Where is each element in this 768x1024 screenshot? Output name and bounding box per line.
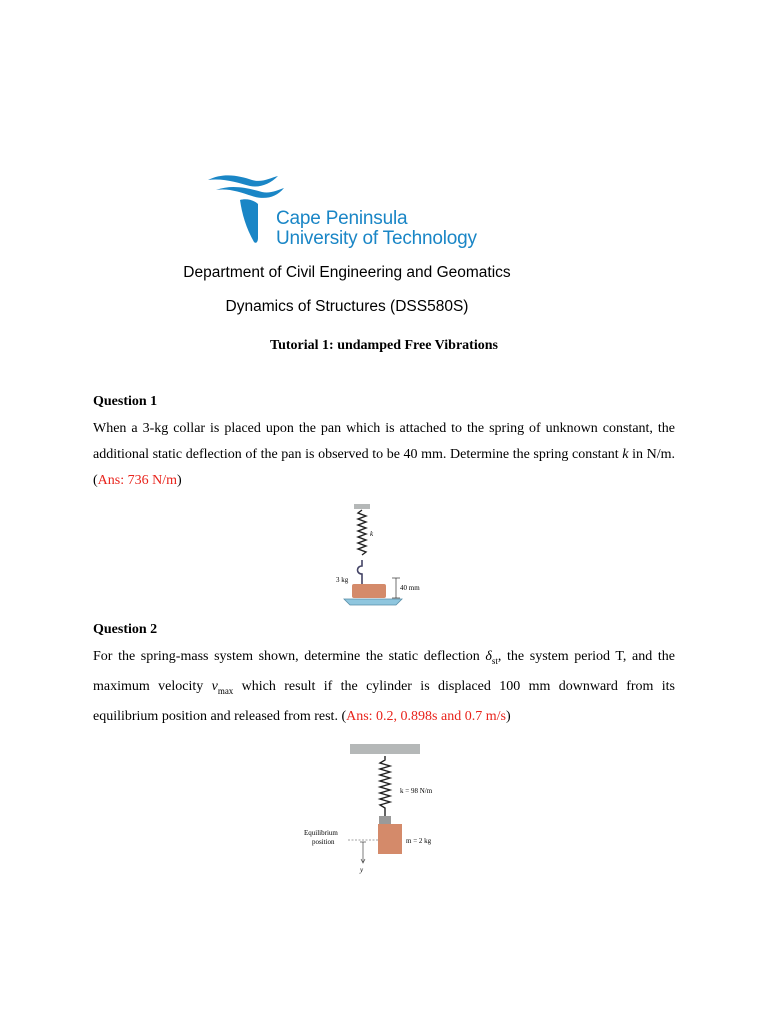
figure-2-axis-label: y [360,866,364,874]
department-title: Department of Civil Engineering and Geomatics [183,264,511,281]
university-logo [206,168,496,254]
question-1-text: When a 3-kg collar is placed upon the pan which is attached to the spring of unknown constant, the additional static deflection of the pan is observed to be 40 mm. Determine the spring constant k in N/m. (Ans: 736 N/m) [93,421,675,488]
figure-2-spring-label: k = 98 N/m [400,787,433,795]
university-name-line-1: Cape Peninsula [276,208,408,229]
course-title: Dynamics of Structures (DSS580S) [225,298,469,315]
tutorial-title: Tutorial 1: undamped Free Vibrations [270,338,498,353]
figure-collar-on-pan [336,502,446,610]
question-1-heading: Question 1 [93,394,158,409]
figure-1-spring-label: k [370,530,374,538]
figure-2-equilibrium-label: Equilibrium [304,829,338,837]
question-2-heading: Question 2 [93,622,158,637]
question-1-answer: Ans: 736 N/m [97,473,178,488]
figure-1-mass-label: 3 kg [336,576,349,584]
question-2-text: For the spring-mass system shown, determine the static deflection $\delta_{st}$, the system period T, and the maximum velocity $v_{max}$ which result if the cylinder is displaced 100 mm downward from its equilibrium position and released from rest. (Ans: 0.2, 0.898s and 0.7 m/s) [93,649,675,724]
wave-logo-icon [206,168,286,254]
figure-1-deflection-label: 40 mm [400,584,420,592]
figure-2-mass-label: m = 2 kg [406,837,432,845]
figure-spring-mass-system [300,744,460,878]
question-2-answer: Ans: 0.2, 0.898s and 0.7 m/s [346,708,506,724]
figure-2-position-label: position [312,838,335,846]
university-name-line-2: University of Technology [276,228,477,249]
